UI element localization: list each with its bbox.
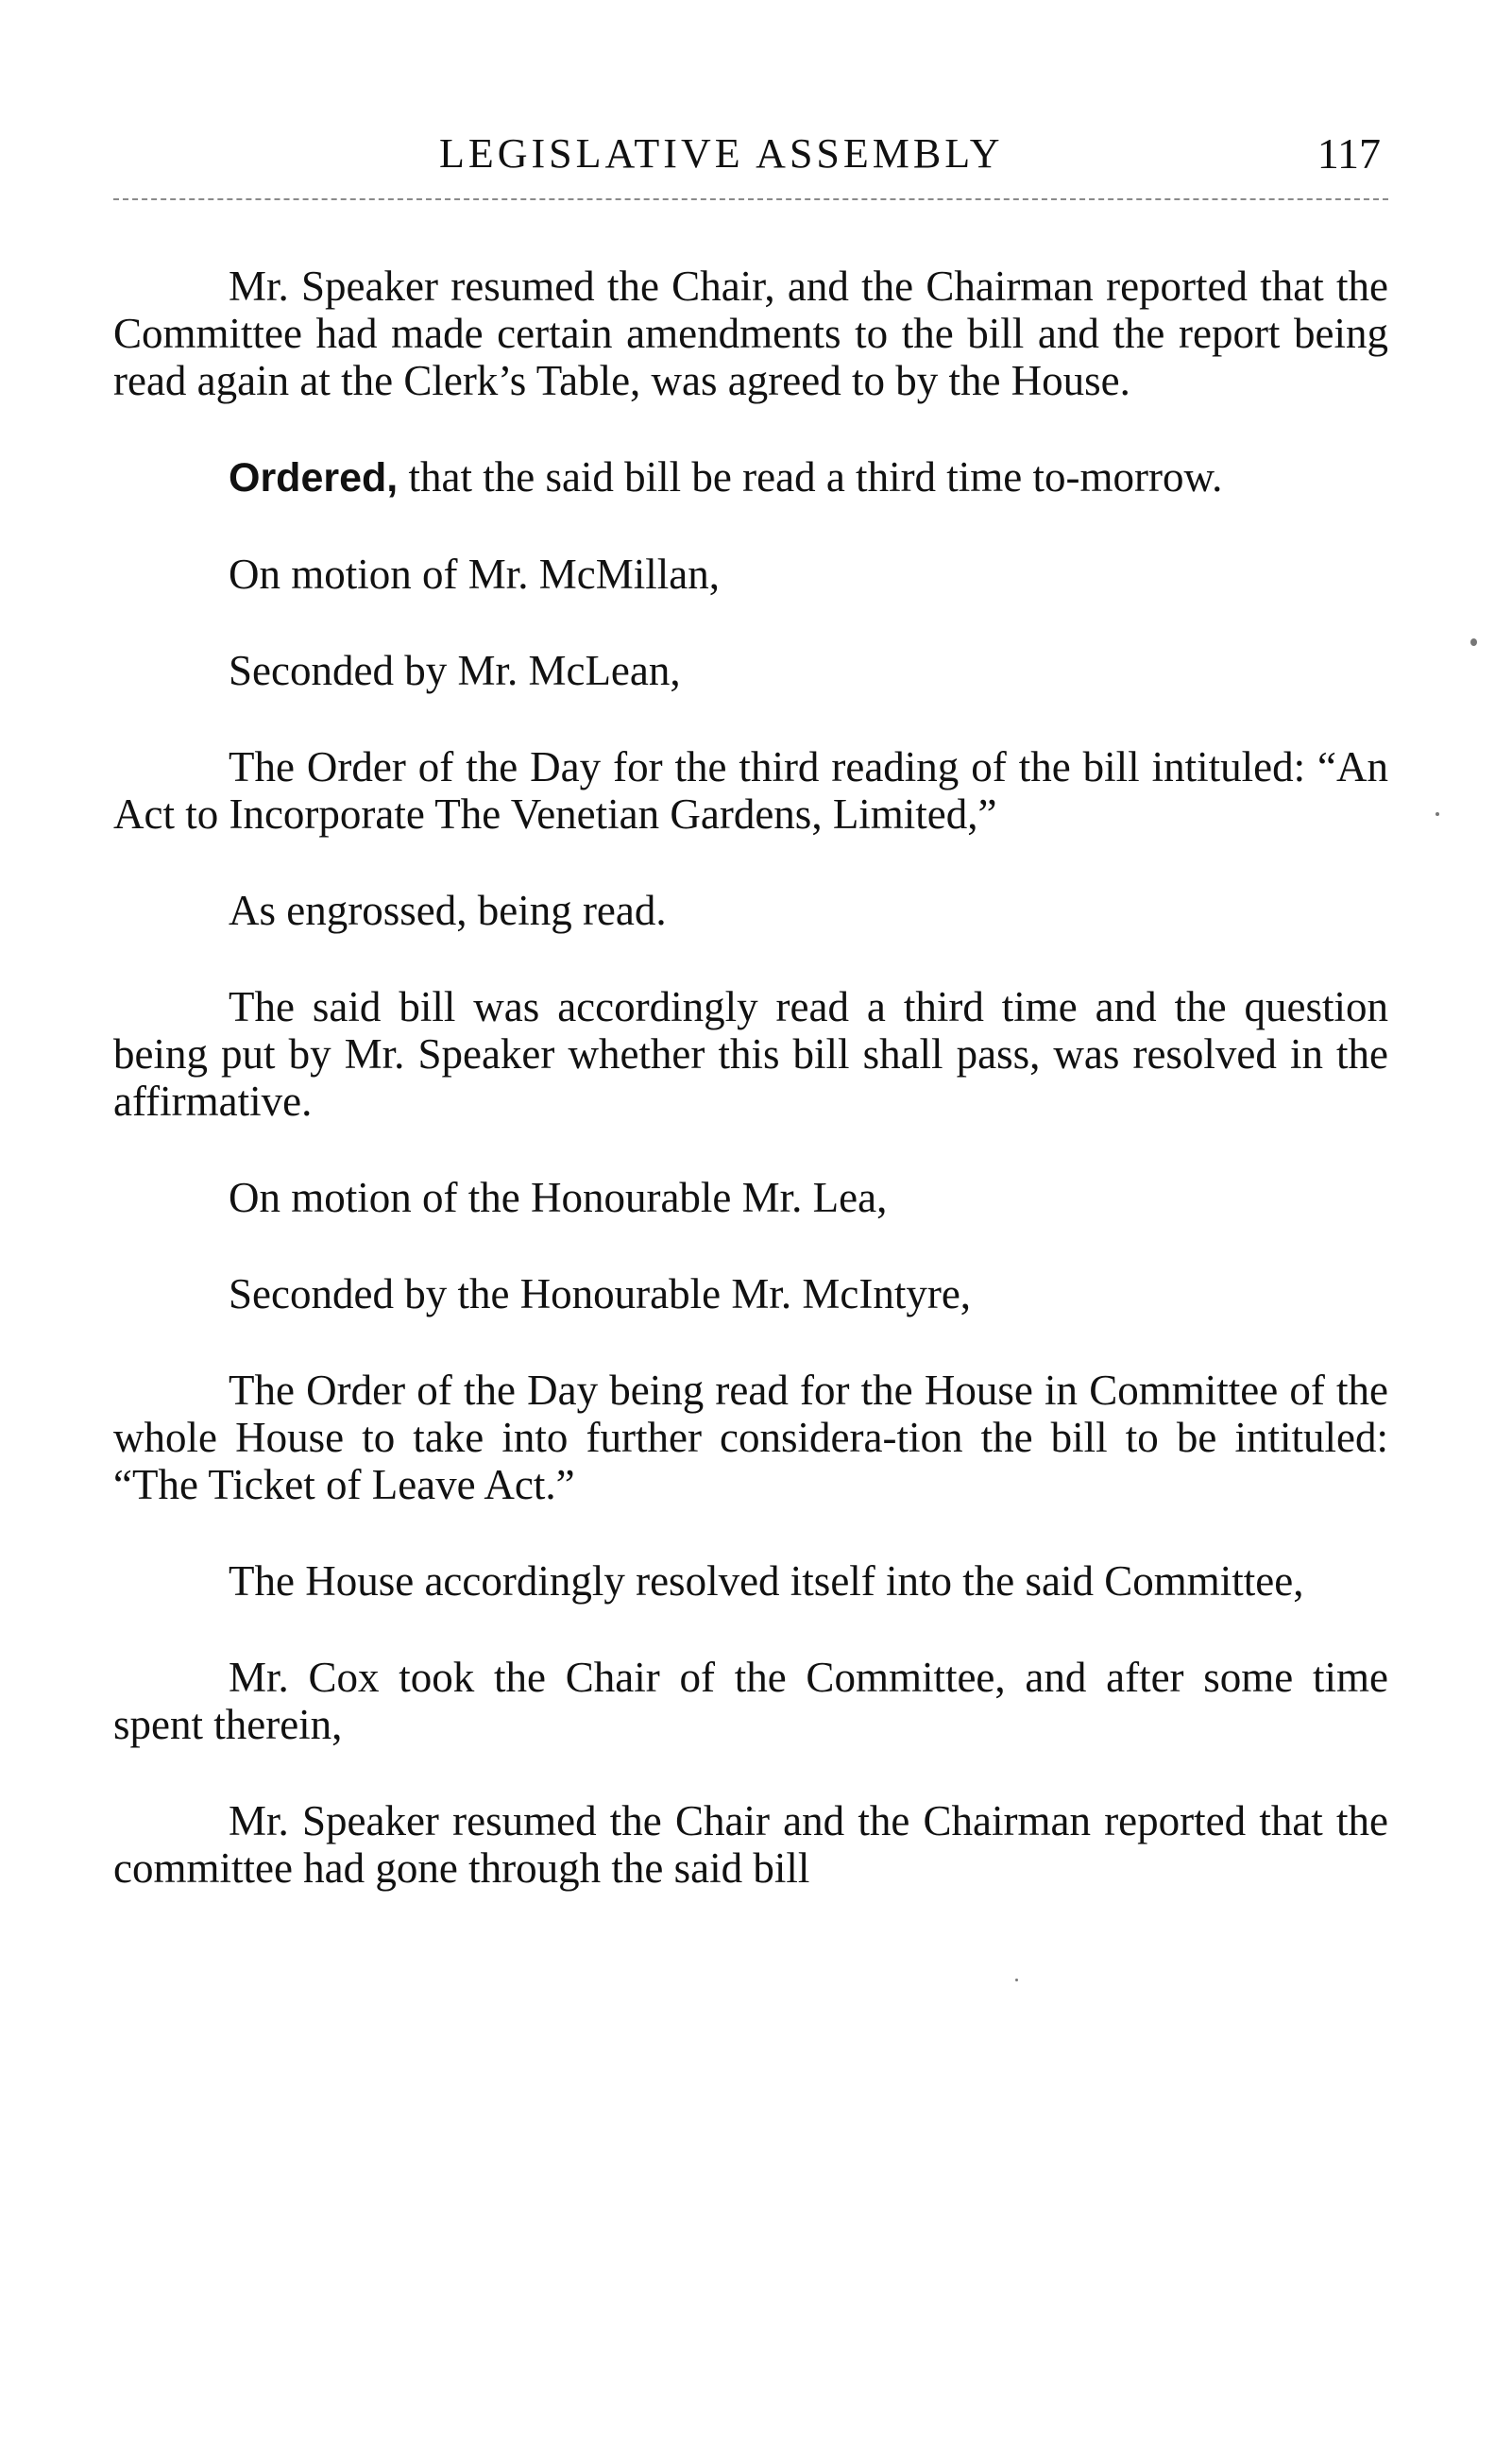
paragraph-house-resolved (113, 1557, 1388, 1605)
paragraph-text: Seconded by Mr. McLean, (229, 647, 681, 694)
paragraph-text: On motion of Mr. McMillan, (229, 551, 720, 598)
paragraph-text: The Order of the Day for the third reading of the bill intituled: “An Act to Incorporate The Venetian Gardens, Limited,” (113, 743, 1388, 838)
ordered-lead: Ordered, (229, 455, 399, 501)
page-number: 117 (1317, 129, 1381, 178)
paragraph-text: The Order of the Day being read for the House in Committee of the whole House to take into further considera-tion the bill to be intituled: “The Ticket of Leave Act.” (113, 1367, 1388, 1508)
scan-speck (1470, 638, 1477, 646)
paragraph-bill-passed (113, 983, 1388, 1125)
paragraph-chairman-report (113, 1797, 1388, 1892)
scan-speck (1436, 812, 1439, 816)
running-title: LEGISLATIVE ASSEMBLY (439, 130, 1004, 177)
paragraph-speaker-report (113, 263, 1388, 404)
paragraph-text: Seconded by the Honourable Mr. McIntyre, (229, 1270, 972, 1317)
header-rule (113, 198, 1388, 200)
paragraph-ordered (113, 453, 1388, 501)
paragraph-engrossed (113, 887, 1388, 934)
paragraph-order-committee (113, 1367, 1388, 1508)
paragraph-cox-chair (113, 1654, 1388, 1748)
paragraph-seconded-mclean (113, 647, 1388, 694)
body-text (113, 263, 1388, 1892)
paragraph-text: Mr. Speaker resumed the Chair, and the Chairman reported that the Committee had made certain amendments to the bill and the report being read again at the Clerk’s Table, was agreed to by the House. (113, 263, 1388, 404)
paragraph-text: Mr. Speaker resumed the Chair and the Chairman reported that the committee had gone through the said bill (113, 1797, 1388, 1892)
scan-speck (1015, 1979, 1018, 1981)
paragraph-text: Mr. Cox took the Chair of the Committee, and after some time spent therein, (113, 1654, 1388, 1748)
paragraph-order-third-reading (113, 743, 1388, 838)
paragraph-text: On motion of the Honourable Mr. Lea, (229, 1174, 888, 1221)
paragraph-text: As engrossed, being read. (229, 887, 667, 934)
paragraph-seconded-mcintyre (113, 1270, 1388, 1317)
running-head (113, 121, 1388, 187)
paragraph-text: The House accordingly resolved itself into the said Committee, (229, 1557, 1304, 1605)
paragraph-text: that the said bill be read a third time to-morrow. (398, 453, 1223, 501)
paragraph-motion-lea (113, 1174, 1388, 1221)
paragraph-motion-mcmillan (113, 551, 1388, 598)
paragraph-text: The said bill was accordingly read a third time and the question being put by Mr. Speaker whether this bill shall pass, was resolved in the affirmative. (113, 983, 1388, 1125)
